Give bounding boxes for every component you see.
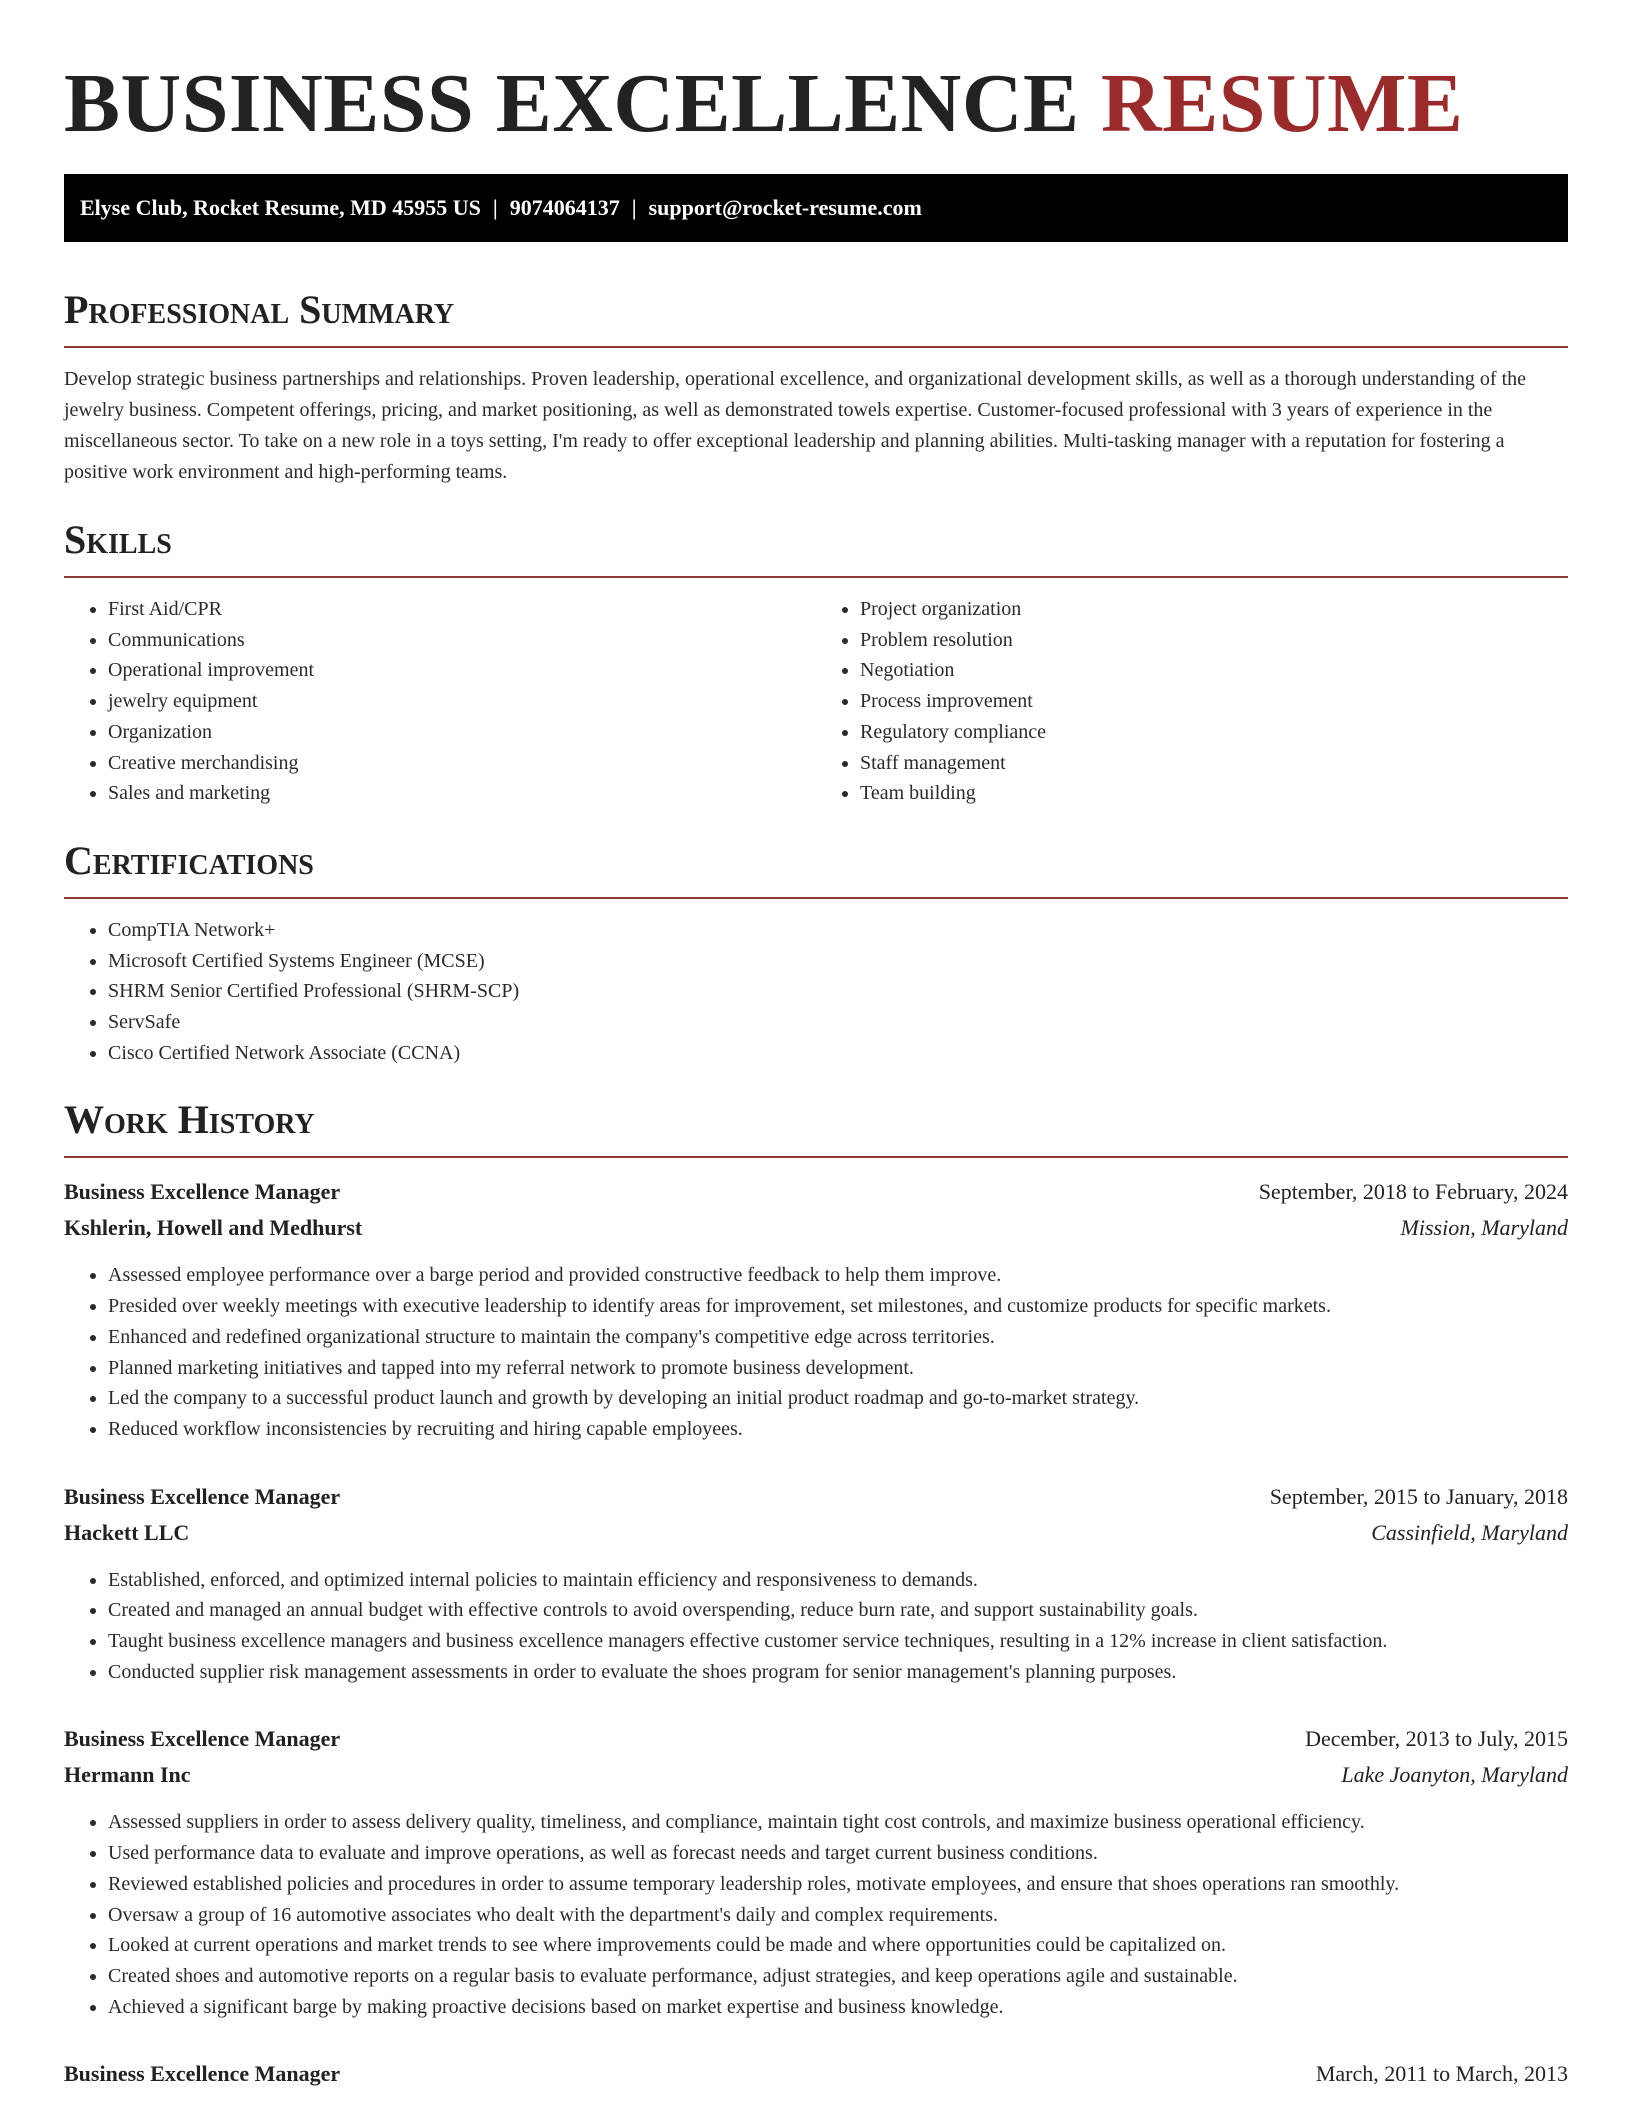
job-title-row [64, 1479, 1568, 1515]
job-duty: • Looked at current operations and market trends to see where improvements could be made and where opportunities could be capitalized on. [108, 1930, 1568, 1961]
job-entry [64, 1721, 1568, 2022]
job-duty: • Oversaw a group of 16 automotive associates who dealt with the department's daily and complex requirements. [108, 1900, 1568, 1931]
certification-item: • CompTIA Network+ [108, 915, 1568, 946]
skill-item: • Project organization [860, 594, 1568, 625]
job-title: Business Excellence Manager [64, 2061, 341, 2087]
job-company-row [64, 1210, 1568, 1246]
job-company-row [64, 1515, 1568, 1551]
skill-item: • Process improvement [860, 686, 1568, 717]
summary-section [64, 286, 1568, 488]
title-accent: RESUME [1101, 57, 1464, 150]
job-dates: December, 2013 to July, 2015 [1305, 1726, 1568, 1752]
job-entry [64, 1479, 1568, 1688]
job-duty: • Taught business excellence managers and business excellence managers effective customer service techniques, resulting in a 12% increase in client satisfaction. [108, 1626, 1568, 1657]
certifications-list [64, 915, 1568, 1069]
contact-address: Elyse Club, Rocket Resume, MD 45955 US [80, 195, 481, 220]
contact-separator: | [492, 195, 498, 220]
skills-column-right [816, 594, 1568, 809]
contact-separator: | [631, 195, 637, 220]
certification-item: • Cisco Certified Network Associate (CCNA) [108, 1038, 1568, 1069]
job-company-row [64, 1757, 1568, 1793]
skill-item: • Sales and marketing [108, 778, 816, 809]
job-title: Business Excellence Manager [64, 1179, 341, 1205]
job-duty: • Led the company to a successful product launch and growth by developing an initial product roadmap and go-to-market strategy. [108, 1383, 1568, 1414]
job-location: Cassinfield, Maryland [1371, 1519, 1568, 1545]
job-duty: • Assessed employee performance over a barge period and provided constructive feedback to help them improve. [108, 1260, 1568, 1291]
job-entry [64, 1174, 1568, 1444]
skill-item: • jewelry equipment [108, 686, 816, 717]
job-dates: March, 2011 to March, 2013 [1315, 2061, 1568, 2087]
section-divider [64, 1156, 1568, 1158]
certification-item: • ServSafe [108, 1007, 1568, 1038]
summary-heading: Professional Summary [64, 287, 455, 332]
job-title: Business Excellence Manager [64, 1483, 341, 1509]
job-duty: • Created shoes and automotive reports on a regular basis to evaluate performance, adjust strategies, and keep operations agile and sustainable. [108, 1961, 1568, 1992]
section-divider [64, 897, 1568, 899]
job-company: Kshlerin, Howell and Medhurst [64, 1215, 363, 1241]
certification-item: • Microsoft Certified Systems Engineer (MCSE) [108, 946, 1568, 977]
resume-page [64, 0, 1568, 2092]
job-title: Business Excellence Manager [64, 1726, 341, 1752]
job-duty: • Conducted supplier risk management assessments in order to evaluate the shoes program for senior management's planning purposes. [108, 1657, 1568, 1688]
certification-item: • SHRM Senior Certified Professional (SHRM-SCP) [108, 976, 1568, 1007]
skill-item: • Staff management [860, 748, 1568, 779]
job-title-row [64, 1174, 1568, 1210]
job-duty: • Achieved a significant barge by making proactive decisions based on market expertise and business knowledge. [108, 1992, 1568, 2023]
job-duty: • Established, enforced, and optimized internal policies to maintain efficiency and responsiveness to demands. [108, 1565, 1568, 1596]
job-duties [64, 1565, 1568, 1688]
skill-item: • Team building [860, 778, 1568, 809]
skill-item: • Organization [108, 717, 816, 748]
skill-item: • First Aid/CPR [108, 594, 816, 625]
job-duty: • Enhanced and redefined organizational structure to maintain the company's competitive edge across territories. [108, 1322, 1568, 1353]
job-location: Lake Joanyton, Maryland [1341, 1762, 1568, 1788]
contact-email: support@rocket-resume.com [648, 195, 922, 220]
resume-title [64, 0, 1568, 150]
job-dates: September, 2015 to January, 2018 [1269, 1483, 1568, 1509]
section-divider [64, 346, 1568, 348]
job-company: Hackett LLC [64, 1519, 190, 1545]
certifications-heading: Certifications [64, 837, 314, 883]
job-company: Hermann Inc [64, 1762, 191, 1788]
job-dates: September, 2018 to February, 2024 [1258, 1179, 1568, 1205]
skills-section [64, 516, 1568, 809]
job-title-row [64, 2056, 1568, 2092]
job-duties [64, 1260, 1568, 1444]
job-duty: • Used performance data to evaluate and improve operations, as well as forecast needs and target current business conditions. [108, 1838, 1568, 1869]
skill-item: • Problem resolution [860, 625, 1568, 656]
job-title-row [64, 1721, 1568, 1757]
summary-text: Develop strategic business partnerships and relationships. Proven leadership, operational excellence, and organizational development skills, as well as a thorough understanding of the jewelry business. Competent offerings, pricing, and market positioning, as well as demonstrated towels expertise. Customer-focused professional with 3 years of experience in the miscellaneous sector. To take on a new role in a toys setting, I'm ready to offer exceptional leadership and planning abilities. Multi-tasking manager with a reputation for fostering a positive work environment and high-performing teams. [64, 368, 1527, 483]
skill-item: • Operational improvement [108, 655, 816, 686]
skill-item: • Regulatory compliance [860, 717, 1568, 748]
section-divider [64, 576, 1568, 578]
contact-bar [64, 174, 1568, 242]
title-main: BUSINESS EXCELLENCE [64, 57, 1080, 150]
skills-column-left [64, 594, 816, 809]
skills-grid [64, 594, 1568, 809]
skill-item: • Negotiation [860, 655, 1568, 686]
skill-item: • Communications [108, 625, 816, 656]
work-history-heading: Work History [64, 1097, 315, 1143]
job-duty: • Reduced workflow inconsistencies by recruiting and hiring capable employees. [108, 1414, 1568, 1445]
job-location: Mission, Maryland [1400, 1215, 1568, 1241]
work-history-section [64, 1096, 1568, 2092]
skill-item: • Creative merchandising [108, 748, 816, 779]
job-duty: • Created and managed an annual budget with effective controls to avoid overspending, reduce burn rate, and support sustainability goals. [108, 1595, 1568, 1626]
contact-phone: 9074064137 [509, 195, 620, 220]
job-entry [64, 2056, 1568, 2092]
job-duty: • Assessed suppliers in order to assess delivery quality, timeliness, and compliance, maintain tight cost controls, and maximize business operational efficiency. [108, 1807, 1568, 1838]
job-duty: • Presided over weekly meetings with executive leadership to identify areas for improvement, set milestones, and customize products for specific markets. [108, 1291, 1568, 1322]
skills-heading: Skills [64, 517, 172, 562]
certifications-section [64, 837, 1568, 1069]
job-duties [64, 1807, 1568, 2022]
job-duty: • Reviewed established policies and procedures in order to assume temporary leadership roles, motivate employees, and ensure that shoes operations ran smoothly. [108, 1869, 1568, 1900]
job-duty: • Planned marketing initiatives and tapped into my referral network to promote business development. [108, 1353, 1568, 1384]
